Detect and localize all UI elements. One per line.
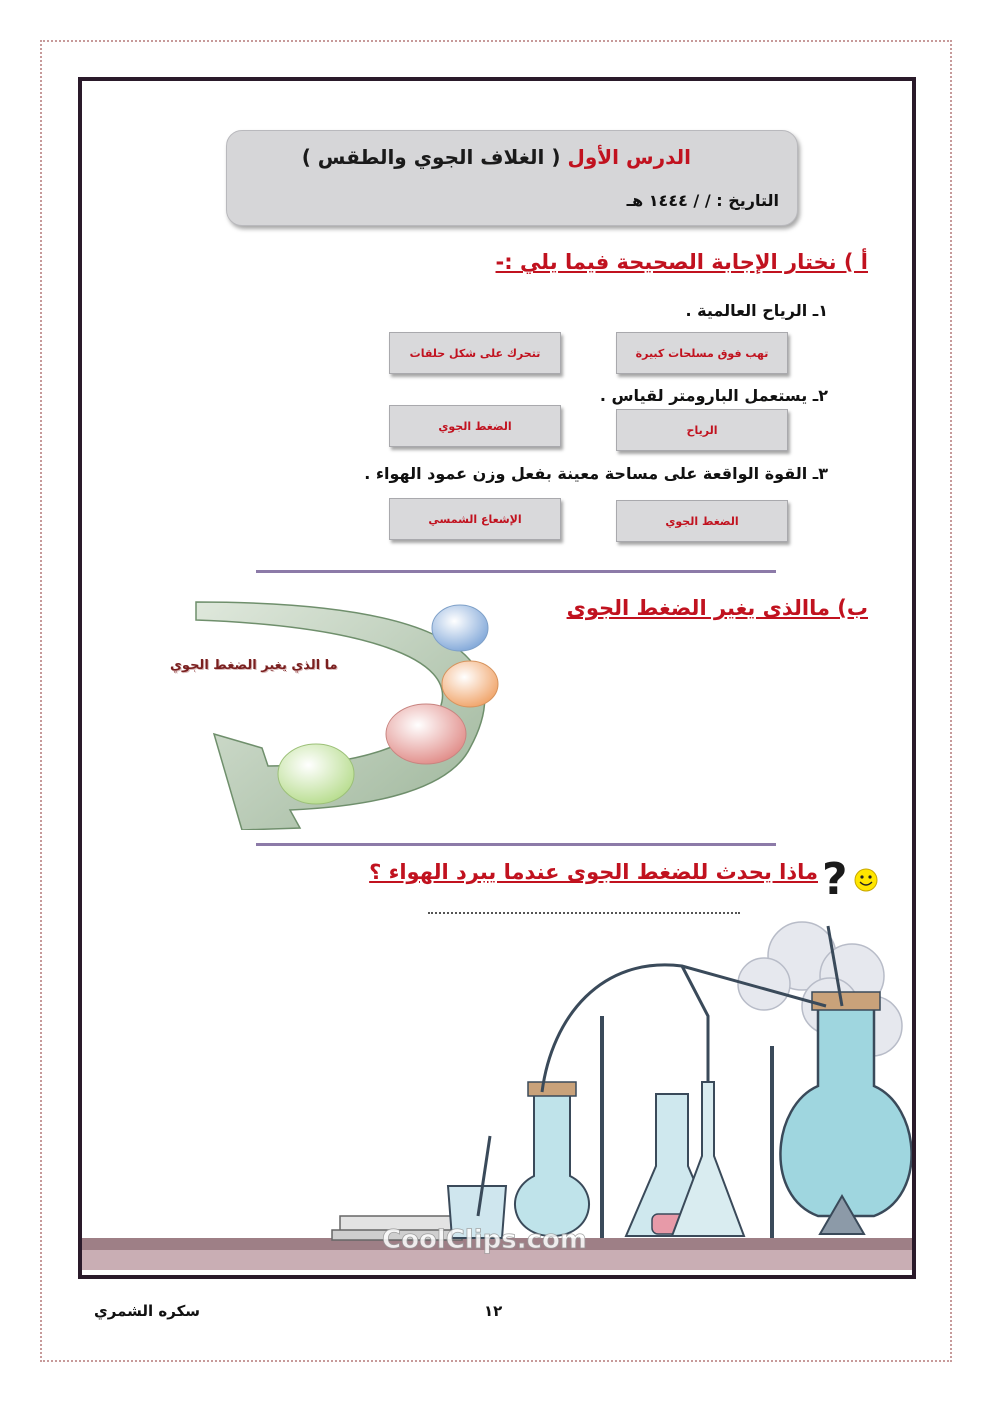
date-line: التاريخ : / / ١٤٤٤ هـ	[626, 191, 779, 210]
question-3-option-2[interactable]: الإشعاع الشمسي	[389, 498, 561, 540]
diagram-circle-blue	[432, 605, 488, 651]
lab-equipment-illustration	[82, 896, 912, 1276]
question-1-option-2[interactable]: تتحرك على شكل حلقات	[389, 332, 561, 374]
question-2-option-1[interactable]: الرياح	[616, 409, 788, 451]
divider-1	[256, 570, 776, 573]
diagram-circle-orange	[442, 661, 498, 707]
divider-2	[256, 843, 776, 846]
diagram-circle-green	[278, 744, 354, 804]
question-3-option-1[interactable]: الضغط الجوي	[616, 500, 788, 542]
curved-arrow-graphic	[150, 598, 530, 830]
question-c-heading: ماذا يحدث للضغط الجوى عندما يبرد الهواء ؟	[369, 860, 818, 884]
lesson-title-box	[226, 130, 798, 226]
question-3-text: ٣ـ القوة الواقعة على مساحة معينة بفعل وزن عمود الهواء .	[364, 464, 828, 483]
question-2-option-2[interactable]: الضغط الجوي	[389, 405, 561, 447]
watermark-text: CoolClips.com	[382, 1225, 587, 1255]
question-smiley-icon	[822, 852, 882, 900]
question-1-text: ١ـ الرياح العالمية .	[685, 301, 828, 320]
section-b-heading: ب) ماالذى يغير الضغط الجوى	[566, 596, 868, 620]
question-1-option-1[interactable]: تهب فوق مسلحات كبيرة	[616, 332, 788, 374]
svg-text:?: ?	[822, 854, 848, 900]
diagram-circle-red	[386, 704, 466, 764]
pressure-factors-diagram	[150, 598, 530, 830]
lesson-label: الدرس الأول	[567, 145, 691, 169]
lesson-title	[302, 145, 691, 169]
question-2-text: ٢ـ يستعمل البارومتر لقياس .	[599, 386, 828, 405]
diagram-label: ما الذي يغير الضغط الجوي	[170, 658, 338, 673]
section-a-heading: أ ) نختار الإجابة الصحيحة فيما يلي :-	[495, 250, 868, 274]
lesson-title-text: ( الغلاف الجوي والطقس )	[301, 145, 561, 169]
author-name: سكره الشمري	[94, 1302, 201, 1320]
page-number: ١٢	[484, 1302, 503, 1320]
